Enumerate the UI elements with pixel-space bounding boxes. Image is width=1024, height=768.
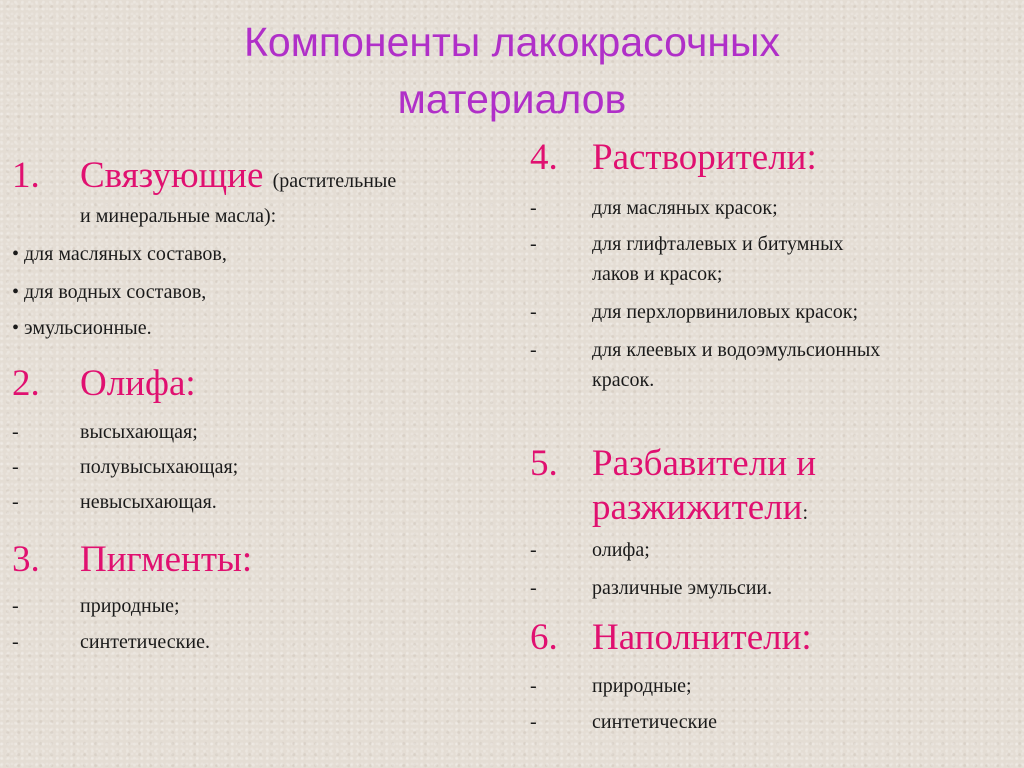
dash-marker: - — [12, 491, 19, 513]
dash-marker: - — [530, 197, 537, 219]
section-4-item: для перхлорвиниловых красок; — [592, 301, 859, 323]
section-5-heading-line-1: Разбавители и — [592, 443, 817, 484]
section-1-bullet: • эмульсионные. — [12, 317, 152, 339]
section-4-heading: Растворители: — [592, 137, 817, 178]
section-6-number: 6. — [530, 617, 558, 658]
slide-title-line-1: Компоненты лакокрасочных — [244, 19, 780, 65]
section-4-item-continued: лаков и красок; — [592, 263, 723, 285]
section-4-item: для клеевых и водоэмульсионных — [592, 339, 881, 361]
section-1-bullet: • для водных составов, — [12, 281, 207, 303]
section-1-note-line-2: и минеральные масла): — [80, 205, 277, 227]
section-4-item: для масляных красок; — [592, 197, 778, 219]
section-4-item: для глифталевых и битумных — [592, 233, 844, 255]
section-3-item: синтетические. — [80, 631, 210, 653]
section-2-item: высыхающая; — [80, 421, 198, 443]
dash-marker: - — [12, 631, 19, 653]
dash-marker: - — [530, 577, 537, 599]
dash-marker: - — [12, 595, 19, 617]
section-6-item: синтетические — [592, 711, 717, 733]
dash-marker: - — [530, 233, 537, 255]
section-5-heading-colon: : — [802, 502, 809, 524]
section-2-item: полувысыхающая; — [80, 456, 239, 478]
dash-marker: - — [530, 339, 537, 361]
section-5-number: 5. — [530, 443, 558, 484]
section-6-heading: Наполнители: — [592, 617, 812, 658]
section-5-heading-text: разжижители — [592, 487, 803, 528]
section-3-number: 3. — [12, 539, 40, 580]
dash-marker: - — [12, 421, 19, 443]
section-5-item: различные эмульсии. — [592, 577, 773, 599]
section-1-heading — [80, 156, 396, 201]
dash-marker: - — [530, 301, 537, 323]
section-1-note: (растительные — [272, 170, 397, 192]
dash-marker: - — [12, 456, 19, 478]
section-3-heading: Пигменты: — [80, 539, 253, 580]
dash-marker: - — [530, 675, 537, 697]
section-6-item: природные; — [592, 675, 692, 697]
dash-marker: - — [530, 539, 537, 561]
slide-title — [0, 14, 1024, 128]
section-1-bullet: • для масляных составов, — [12, 243, 227, 265]
section-5-item: олифа; — [592, 539, 650, 561]
section-2-item: невысыхающая. — [80, 491, 217, 513]
dash-marker: - — [530, 711, 537, 733]
section-4-number: 4. — [530, 137, 558, 178]
section-5-heading-line-2 — [592, 488, 808, 533]
section-2-number: 2. — [12, 363, 40, 404]
section-2-heading: Олифа: — [80, 363, 196, 404]
section-1-number: 1. — [12, 155, 40, 196]
section-3-item: природные; — [80, 595, 180, 617]
section-1-title: Связующие — [80, 155, 264, 196]
section-4-item-continued: красок. — [592, 369, 655, 391]
slide-title-line-2: материалов — [397, 76, 627, 122]
